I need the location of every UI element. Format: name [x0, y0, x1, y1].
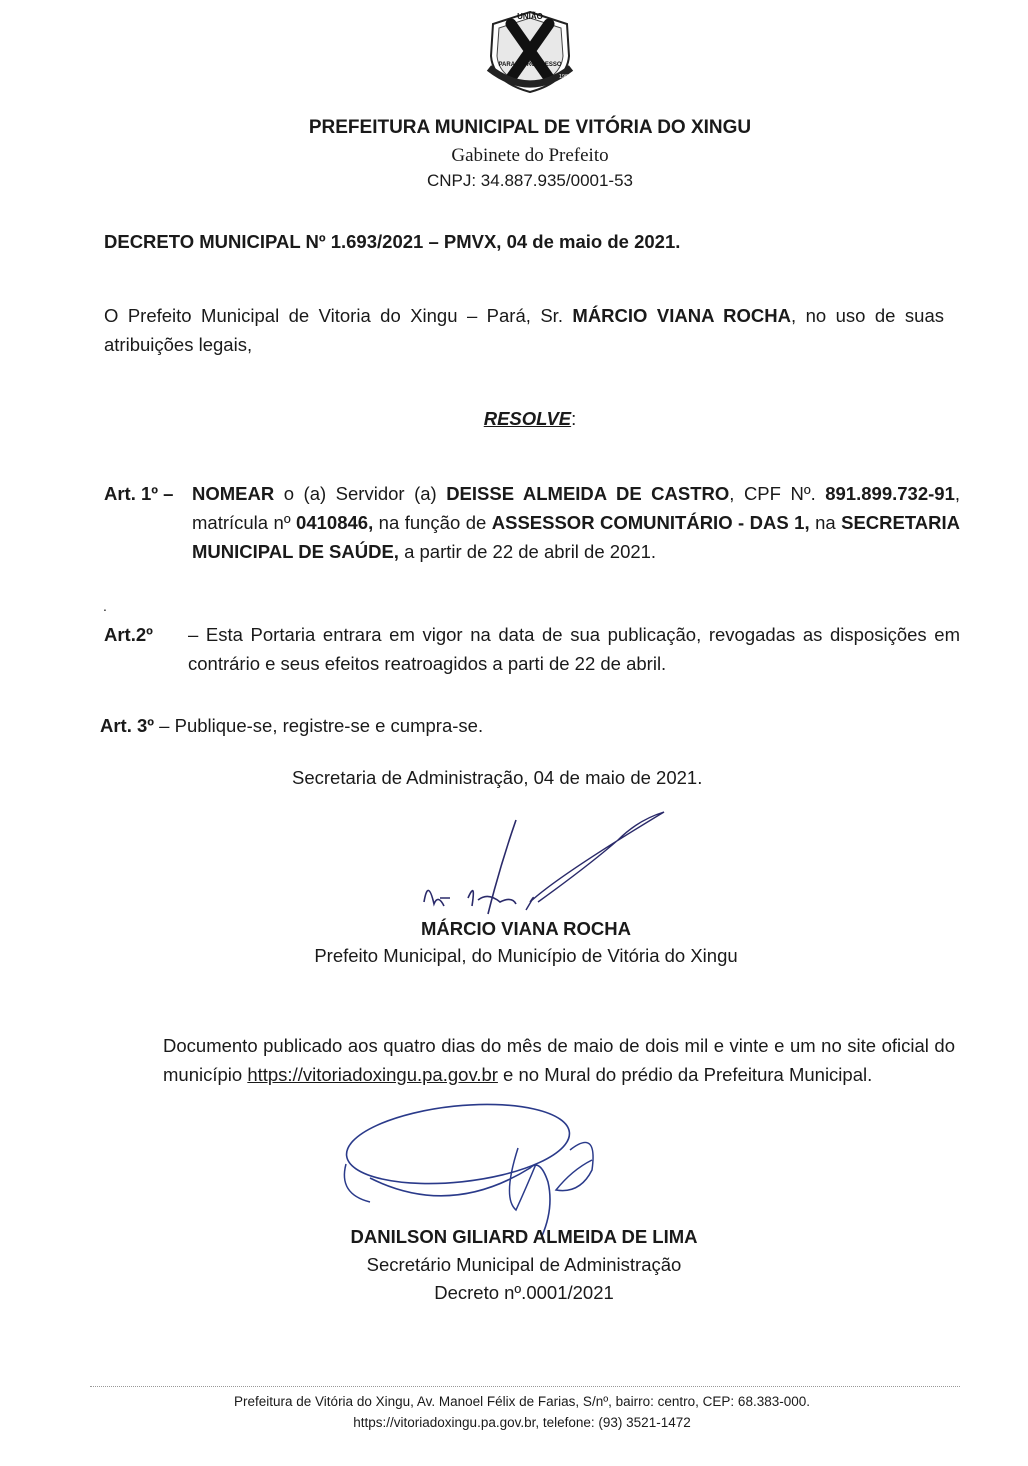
institution-title: PREFEITURA MUNICIPAL DE VITÓRIA DO XINGU [308, 117, 752, 138]
svg-text:1991: 1991 [558, 74, 572, 80]
footer-address: Prefeitura de Vitória do Xingu, Av. Manoel Félix de Farias, S/nº, bairro: centro, CEP: 68.383-000. [234, 1394, 810, 1409]
article-2 [104, 620, 960, 678]
stray-dot: . [103, 598, 107, 614]
publication-note: Documento publicado aos quatro dias do mês de maio de dois mil e vinte e um no site oficial do município https://vitoriadoxingu.pa.gov.br e no Mural do prédio da Prefeitura Municipal. [163, 1035, 955, 1085]
secretary-signature-name: DANILSON GILIARD ALMEIDA DE LIMA [350, 1226, 698, 1247]
place-date: Secretaria de Administração, 04 de maio de 2021. [292, 767, 703, 788]
municipality-website-link[interactable]: https://vitoriadoxingu.pa.gov.br [247, 1064, 498, 1085]
intro-paragraph: O Prefeito Municipal de Vitoria do Xingu – Pará, Sr. MÁRCIO VIANA ROCHA, no uso de suas atribuições legais, [104, 305, 944, 355]
article-3-label: Art. 3º [100, 715, 155, 736]
municipal-seal-icon [479, 6, 581, 96]
mayor-signature-role: Prefeito Municipal, do Município de Vitória do Xingu [314, 945, 738, 966]
article-1: Art. 1º – NOMEAR o (a) Servidor (a) DEISSE ALMEIDA DE CASTRO, CPF Nº. 891.899.732-91, matrícula nº 0410846, na função de ASSESSOR COMUNITÁRIO - DAS 1, na SECRETARIA MUNICIPAL DE SAÚDE, a partir de 22 de abril de 2021. [104, 479, 960, 566]
cnpj-line: CNPJ: 34.887.935/0001-53 [426, 171, 634, 190]
footer-divider [90, 1386, 960, 1387]
position-title: ASSESSOR COMUNITÁRIO - DAS 1, [491, 512, 810, 533]
registration-number: 0410846, [296, 512, 374, 533]
article-3-text: – Publique-se, registre-se e cumpra-se. [154, 715, 484, 736]
svg-text:PARA O PROGRESSO: PARA O PROGRESSO [498, 62, 562, 68]
office-subtitle: Gabinete do Prefeito [451, 145, 609, 166]
article-3 [100, 711, 483, 740]
mayor-signature-name: MÁRCIO VIANA ROCHA [420, 918, 631, 939]
article-2-label: Art.2º [104, 624, 153, 645]
resolve-heading: RESOLVE: [483, 408, 577, 429]
svg-text:UNIÃO: UNIÃO [517, 12, 543, 21]
article-2-text: – Esta Portaria entrara em vigor na data de sua publicação, revogadas as disposições em contrário e seus efeitos reatroagidos a parti de 22 de abril. [188, 624, 960, 674]
footer-contact: https://vitoriadoxingu.pa.gov.br, telefone: (93) 3521-1472 [353, 1415, 691, 1430]
article-1-label: Art. 1º – [104, 483, 174, 504]
mayor-name: MÁRCIO VIANA ROCHA [572, 305, 792, 326]
secretary-signature-role: Secretário Municipal de Administração [366, 1254, 682, 1275]
secretariat-name: SECRETARIA MUNICIPAL DE SAÚDE, [192, 512, 960, 562]
cpf-number: 891.899.732-91 [825, 483, 955, 504]
mayor-signature [388, 806, 678, 918]
servant-name: DEISSE ALMEIDA DE CASTRO [446, 483, 730, 504]
decree-heading: DECRETO MUNICIPAL Nº 1.693/2021 – PMVX, 04 de maio de 2021. [104, 231, 681, 252]
secretary-decree-ref: Decreto nº.0001/2021 [434, 1282, 614, 1303]
